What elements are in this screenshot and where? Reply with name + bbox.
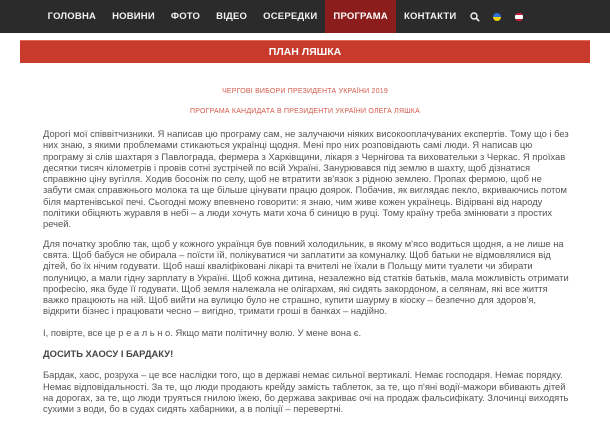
section-heading: ДОСИТЬ ХАОСУ І БАРДАКУ! [43, 348, 174, 360]
paragraph-reality: І, повірте, все це р е а л ь н о. Якщо мати політичну волю. У мене вона є. [43, 326, 362, 338]
uk-flag-icon [515, 13, 523, 21]
nav-menu [40, 0, 531, 33]
language-ua-button[interactable] [486, 0, 508, 33]
nav-item-news[interactable]: НОВИНИ [112, 11, 155, 22]
nav-item-contacts[interactable]: КОНТАКТИ [403, 11, 457, 22]
search-icon [470, 12, 480, 22]
page-title-banner: ПЛАН ЛЯШКА [20, 40, 590, 63]
nav-item-photo[interactable]: ФОТО [170, 11, 201, 22]
nav-item-home[interactable]: ГОЛОВНА [47, 11, 97, 22]
paragraph-chaos: Бардак, хаос, розруха – це все наслідки того, що в державі немає сильної вертикалі. Немає господаря. Немає порядку. Немає відповідальності. За те, що люди продають крейду замість таблеток, за те, що п'яні водії-мажори вбивають дітей на дорогах, за те, що люди труяться гнилою їжею, бо держава закриває очі на продаж фальсифікату. Злочинці виходять сухими з води, бо в судах сидять хабарники, а в поліції – перевертні. [43, 369, 569, 415]
program-text [43, 128, 571, 423]
language-en-button[interactable] [508, 0, 530, 33]
program-subtitle: ПРОГРАМА КАНДИДАТА В ПРЕЗИДЕНТИ УКРАЇНИ ОЛЕГА ЛЯШКА [190, 108, 420, 115]
election-subtitle: ЧЕРГОВІ ВИБОРИ ПРЕЗИДЕНТА УКРАЇНИ 2019 [222, 88, 388, 95]
paragraph-goals: Для початку зроблю так, щоб у кожного українця був повний холодильник, в якому м'ясо водиться щодня, а не лише на свята. Щоб бабуся не обирала – поїсти їй, полікуватися чи заплатити за комуналку. Щоб батьки не відмовлялися від дітей, бо їх нічим годувати. Щоб наші кваліфіковані лікарі та вчителі не їхали в Польщу мити туалети чи збирати полуницю, а мали гідну зарплату в Україні. Щоб кожна дитина, незалежно від статків батьків, мала можливість отримати професію, яка буде її годувати. Щоб земля належала не олігархам, які сидять закордоном, а селянам, які все життя важко працюють на ній. Щоб вийти на вулицю було не страшно, купити шаурму в кіоску – безпечно для здоров'я, відкрити бізнес і працювати чесно – вигідно, тримати гроші в банках – надійно. [43, 237, 569, 317]
search-button[interactable] [464, 0, 486, 33]
nav-item-video[interactable]: ВІДЕО [216, 11, 248, 22]
nav-item-branches[interactable]: ОСЕРЕДКИ [263, 11, 318, 22]
ukraine-flag-icon [493, 13, 501, 21]
nav-item-program[interactable]: ПРОГРАМА [325, 0, 396, 33]
top-navigation-bar [0, 0, 610, 33]
paragraph-intro: Дорогі мої співвітчизники. Я написав цю програму сам, не залучаючи ніяких високооплачуваних експертів. Тому що і без них знаю, з якими проблемами стикаються українці щодня. Мені про них розповідають самі люди. Я написав цю програму зі слів шахтаря з Павлограда, фермера з Харківщини, лікаря з Чернігова та виховательки з Черкас. Я проїхав десятки тисяч кілометрів і провів сотні зустрічей по всій Україні. Занурювався під землю в шахту, щоб дізнатися справжню ціну вугілля. Ходив босоніж по селу, щоб не втратити зв'язок з рідною землею. Пропах фермою, щоб не забути смак справжнього молока та ще більше цінувати працю доярок. Побачив, як виглядає пекло, вкриваючись потом біля мартенівської печі. Сьогодні можу впевнено говорити: я знаю, чим живе кожен українець. Відірвані від народу політики обіцяють журавля в небі – а люди хочуть мати хоча б синицю в руці. Тому країну треба змінювати з простих речей. [43, 128, 569, 230]
